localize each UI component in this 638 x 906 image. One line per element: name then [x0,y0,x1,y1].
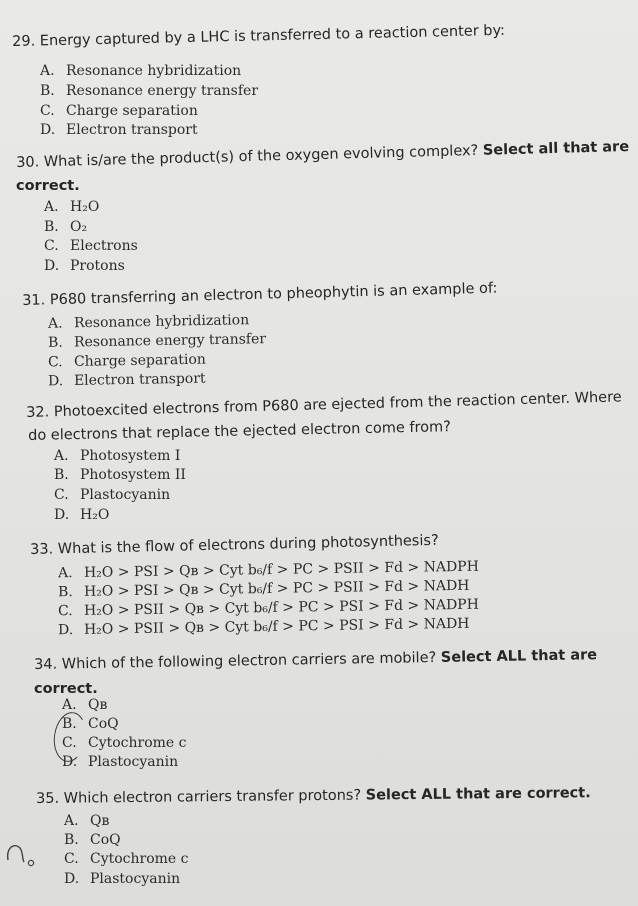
option-c: C. Charge separation [40,103,198,119]
question-stem: 29. Energy captured by a LHC is transferred to a reaction center by: [12,22,506,50]
option-c: C. Charge separation [47,351,206,371]
option-b: B. O₂ [44,219,88,235]
option-b: B. Resonance energy transfer [40,83,259,99]
option-d: D. Plastocyanin [62,754,179,770]
option-b: B. CoQ [62,716,119,732]
option-c: C. Cytochrome c [62,735,187,751]
question-stem: 34. Which of the following electron carriers are mobile? Select ALL that are [34,647,598,673]
question-stem: 33. What is the flow of electrons during photosynthesis? [30,532,439,558]
option-b: B. CoQ [64,832,121,848]
option-d: D. H₂O [54,507,110,523]
option-d: D. Electron transport [40,122,198,138]
option-c: C. Cytochrome c [64,851,189,867]
option-b: B. Resonance energy transfer [47,331,267,351]
option-d: D. Protons [44,258,125,274]
handwritten-mark-icon [4,838,40,868]
option-b: B. H₂O > PSI > Qʙ > Cyt b₆/f > PC > PSII > Fd > NADH [57,577,470,601]
question-stem: 31. P680 transferring an electron to pheophytin is an example of: [22,280,498,309]
option-c: C. H₂O > PSII > Qʙ > Cyt b₆/f > PC > PSI > Fd > NADPH [57,596,479,620]
question-stem-cont: correct. [16,178,80,194]
question-stem: 32. Photoexcited electrons from P680 are ejected from the reaction center. Where [26,389,622,421]
option-c: C. Plastocyanin [54,487,171,503]
option-a: A. Qʙ [62,697,108,713]
option-c: C. Electrons [44,238,138,254]
option-a: A. Photosystem I [54,448,181,464]
option-d: D. H₂O > PSII > Qʙ > Cyt b₆/f > PC > PSI > Fd > NADH [57,615,470,639]
option-d: D. Plastocyanin [64,871,181,887]
option-b: B. Photosystem II [54,467,186,483]
question-stem: 30. What is/are the product(s) of the oxygen evolving complex? Select all that are [16,138,630,171]
option-a: A. Resonance hybridization [47,312,250,332]
option-a: A. Resonance hybridization [40,63,242,79]
option-d: D. Electron transport [47,370,206,390]
question-stem-cont: correct. [34,681,98,697]
question-stem: 35. Which electron carriers transfer protons? Select ALL that are correct. [36,785,591,807]
option-a: A. Qʙ [64,813,110,829]
question-stem-cont: do electrons that replace the ejected electron come from? [28,419,452,444]
option-a: A. H₂O [44,199,100,215]
option-a: A. H₂O > PSI > Qʙ > Cyt b₆/f > PC > PSII > Fd > NADPH [57,558,479,582]
